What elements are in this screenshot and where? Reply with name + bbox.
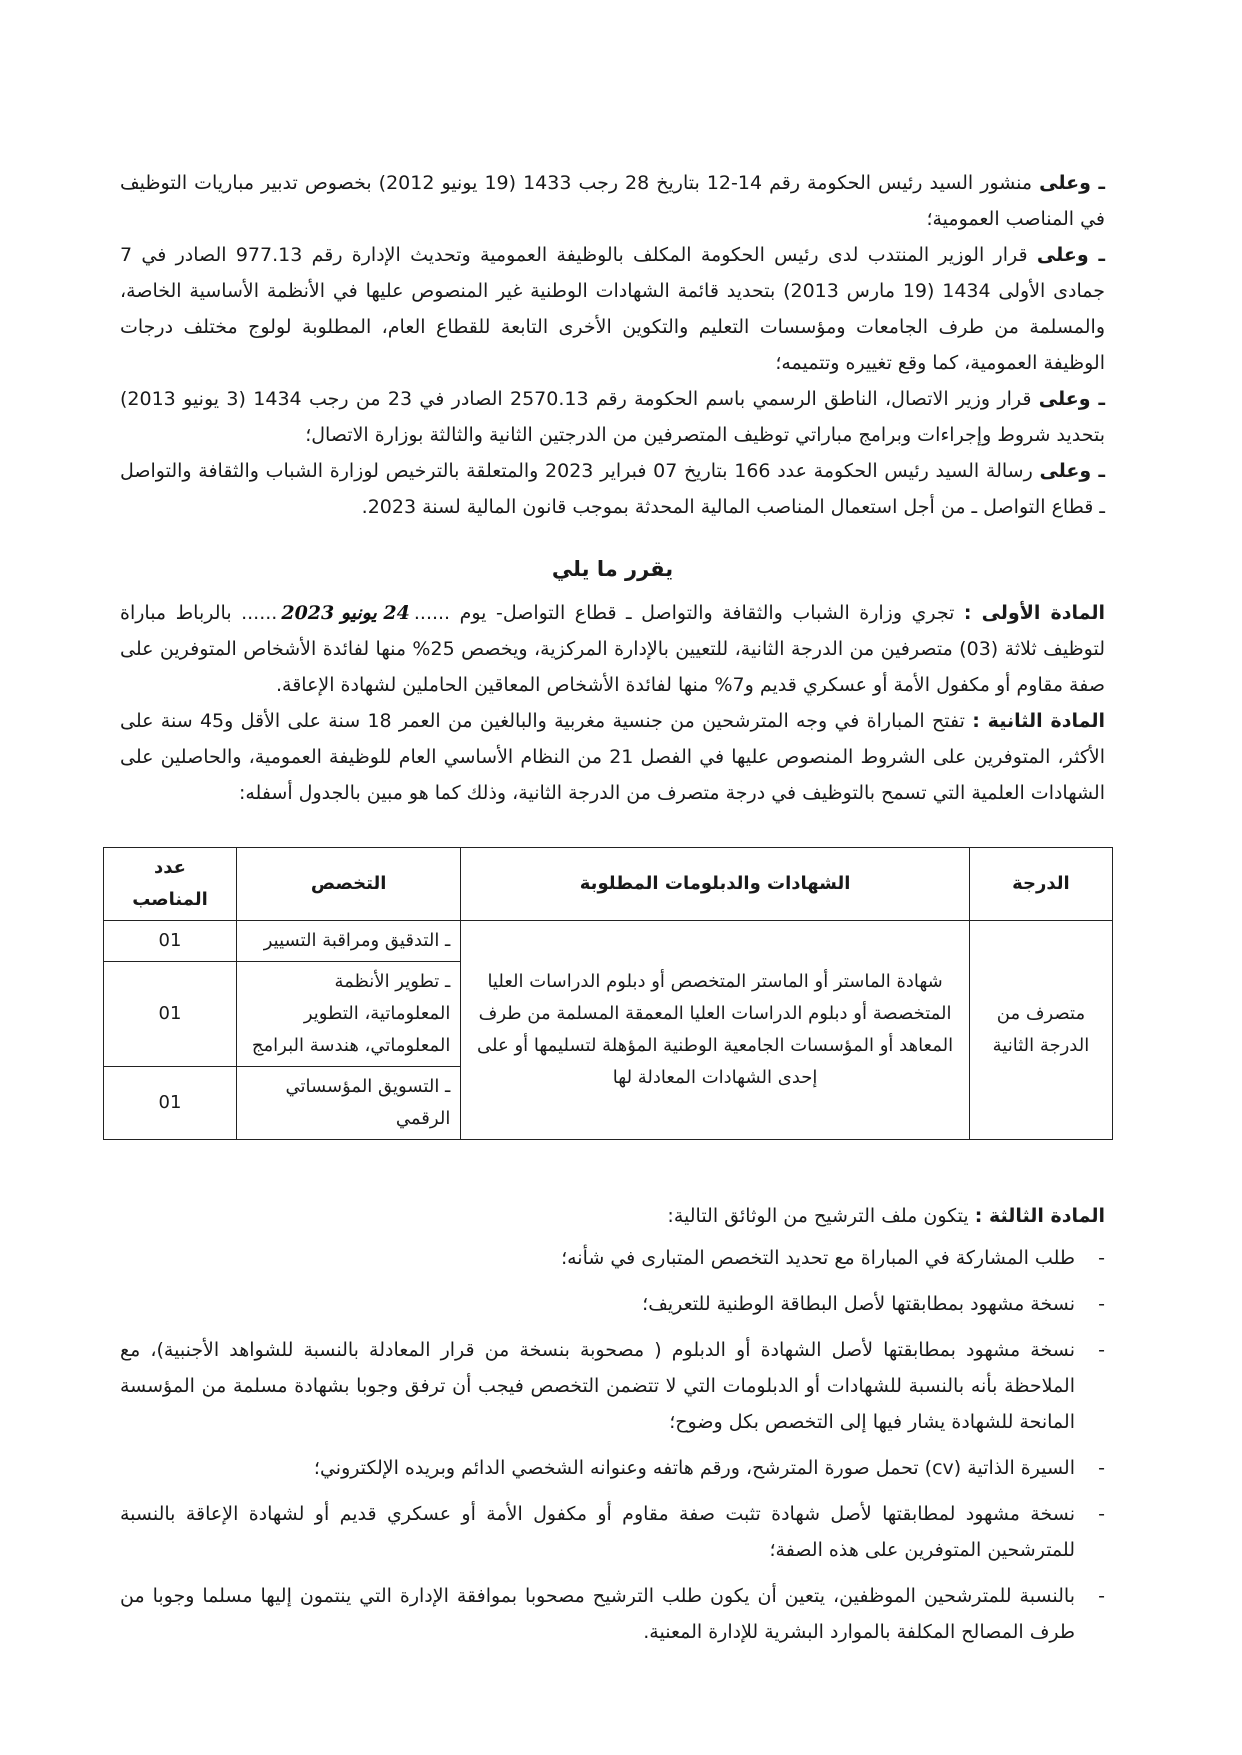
- article-1: [120, 595, 1105, 703]
- decision-heading: يقرر ما يلي: [551, 557, 674, 581]
- count-cell: 01: [104, 962, 237, 1067]
- preamble-item: [120, 165, 1105, 237]
- article-3-text: يتكون ملف الترشيح من الوثائق التالية:: [667, 1205, 969, 1227]
- specialty-cell: ـ تطوير الأنظمة المعلوماتية، التطوير المعلوماتي، هندسة البرامج: [237, 962, 461, 1067]
- preamble-keyword: ـ وعلى: [1039, 172, 1105, 194]
- table-row: [104, 921, 1113, 962]
- handwritten-date: 24 يونيو 2023: [281, 602, 410, 624]
- list-item: - طلب المشاركة في المباراة مع تحديد التخصص المتبارى في شأنه؛: [120, 1240, 1075, 1276]
- header-positions-count: عدد المناصب: [104, 848, 237, 921]
- preamble: [120, 165, 1105, 525]
- header-certificates: الشهادات والدبلومات المطلوبة: [461, 848, 970, 921]
- specialty-cell: ـ التدقيق ومراقبة التسيير: [237, 921, 461, 962]
- header-grade: الدرجة: [969, 848, 1112, 921]
- article-2-label: المادة الثانية :: [972, 710, 1105, 732]
- article-2: [120, 703, 1105, 811]
- article-3: [120, 1198, 1105, 1234]
- grade-cell: متصرف من الدرجة الثانية: [969, 921, 1112, 1140]
- article-3-label: المادة الثالثة :: [974, 1205, 1105, 1227]
- count-cell: 01: [104, 1067, 237, 1140]
- preamble-keyword: ـ وعلى: [1038, 388, 1105, 410]
- preamble-text: رسالة السيد رئيس الحكومة عدد 166 بتاريخ 07 فبراير 2023 والمتعلقة بالترخيص لوزارة الشباب والثقافة والتواصل ـ قطاع التواصل ـ من أجل استعمال المناصب المالية المحدثة بموجب قانون المالية لسنة 2023.: [120, 460, 1105, 518]
- list-item: - نسخة مشهود بمطابقتها لأصل البطاقة الوطنية للتعريف؛: [120, 1286, 1075, 1322]
- table-header-row: [104, 848, 1113, 921]
- article-1-label: المادة الأولى :: [963, 602, 1105, 624]
- article-2-text: تفتح المباراة في وجه المترشحين من جنسية مغربية والبالغين من العمر 18 سنة على الأقل و45 سنة على الأكثر، المتوفرين على الشروط المنصوص عليها في الفصل 21 من النظام الأساسي العام للوظيفة العمومية، والحاصلين على الشهادات العلمية التي تسمح بالتوظيف في درجة متصرف من الدرجة الثانية، وذلك كما هو مبين بالجدول أسفله:: [120, 710, 1105, 804]
- header-specialty: التخصص: [237, 848, 461, 921]
- article-1-text-after: ...... بالرباط مباراة لتوظيف ثلاثة (03) متصرفين من الدرجة الثانية، للتعيين بالإدارة المركزية، ويخصص 25% منها لفائدة الأشخاص المتوفرين على صفة مقاوم أو مكفول الأمة أو عسكري قديم و7% منها لفائدة الأشخاص المعاقين الحاملين لشهادة الإعاقة.: [120, 602, 1106, 696]
- preamble-item: [120, 237, 1105, 381]
- preamble-text: قرار وزير الاتصال، الناطق الرسمي باسم الحكومة رقم 2570.13 الصادر في 23 من رجب 1434 (3 يونيو 2013) بتحديد شروط وإجراءات وبرامج مباراتي توظيف المتصرفين من الدرجتين الثانية والثالثة بوزارة الاتصال؛: [120, 388, 1105, 446]
- list-item: - بالنسبة للمترشحين الموظفين، يتعين أن يكون طلب الترشيح مصحوبا بموافقة الإدارة التي ينتمون إليها مسلما وجوبا من طرف المصالح المكلفة بالموارد البشرية للإدارة المعنية.: [120, 1578, 1075, 1650]
- certificates-cell: شهادة الماستر أو الماستر المتخصص أو دبلوم الدراسات العليا المتخصصة أو دبلوم الدراسات العليا المعمقة المسلمة من طرف المعاهد أو المؤسسات الجامعية الوطنية المؤهلة لتسليمها أو على إحدى الشهادات المعادلة لها: [461, 921, 970, 1140]
- preamble-text: قرار الوزير المنتدب لدى رئيس الحكومة المكلف بالوظيفة العمومية وتحديث الإدارة رقم 977.13 الصادر في 7 جمادى الأولى 1434 (19 مارس 2013) بتحديد قائمة الشهادات الوطنية غير المنصوص عليها في الأنظمة الأساسية الخاصة، والمسلمة من طرف الجامعات ومؤسسات التعليم والتكوين الأخرى التابعة للقطاع العام، المطلوبة لولوج مختلف درجات الوظيفة العمومية، كما وقع تغييره وتتميمه؛: [120, 244, 1105, 374]
- preamble-keyword: ـ وعلى: [1036, 244, 1105, 266]
- preamble-item: [120, 453, 1105, 525]
- positions-table: [103, 847, 1113, 1140]
- list-item: - السيرة الذاتية (cv) تحمل صورة المترشح، ورقم هاتفه وعنوانه الشخصي الدائم وبريده الإلكتروني؛: [120, 1450, 1075, 1486]
- preamble-keyword: ـ وعلى: [1039, 460, 1105, 482]
- article-1-text-before: تجري وزارة الشباب والثقافة والتواصل ـ قطاع التواصل- يوم ......: [413, 602, 955, 624]
- count-cell: 01: [104, 921, 237, 962]
- specialty-cell: ـ التسويق المؤسساتي الرقمي: [237, 1067, 461, 1140]
- preamble-item: [120, 381, 1105, 453]
- list-item: - نسخة مشهود بمطابقتها لأصل الشهادة أو الدبلوم ( مصحوبة بنسخة من قرار المعادلة بالنسبة للشواهد الأجنبية)، مع الملاحظة بأنه بالنسبة للشهادات أو الدبلومات التي لا تتضمن التخصص فيجب أن ترفق وجوبا بشهادة مسلمة من المؤسسة المانحة للشهادة يشار فيها إلى التخصص بكل وضوح؛: [120, 1332, 1075, 1440]
- document-page: [120, 165, 1105, 1660]
- preamble-text: منشور السيد رئيس الحكومة رقم 14-12 بتاريخ 28 رجب 1433 (19 يونيو 2012) بخصوص تدبير مباريات التوظيف في المناصب العمومية؛: [120, 172, 1105, 230]
- required-documents-list: [120, 1240, 1105, 1650]
- list-item: - نسخة مشهود لمطابقتها لأصل شهادة تثبت صفة مقاوم أو مكفول الأمة أو عسكري قديم أو لشهادة الإعاقة بالنسبة للمترشحين المتوفرين على هذه الصفة؛: [120, 1496, 1075, 1568]
